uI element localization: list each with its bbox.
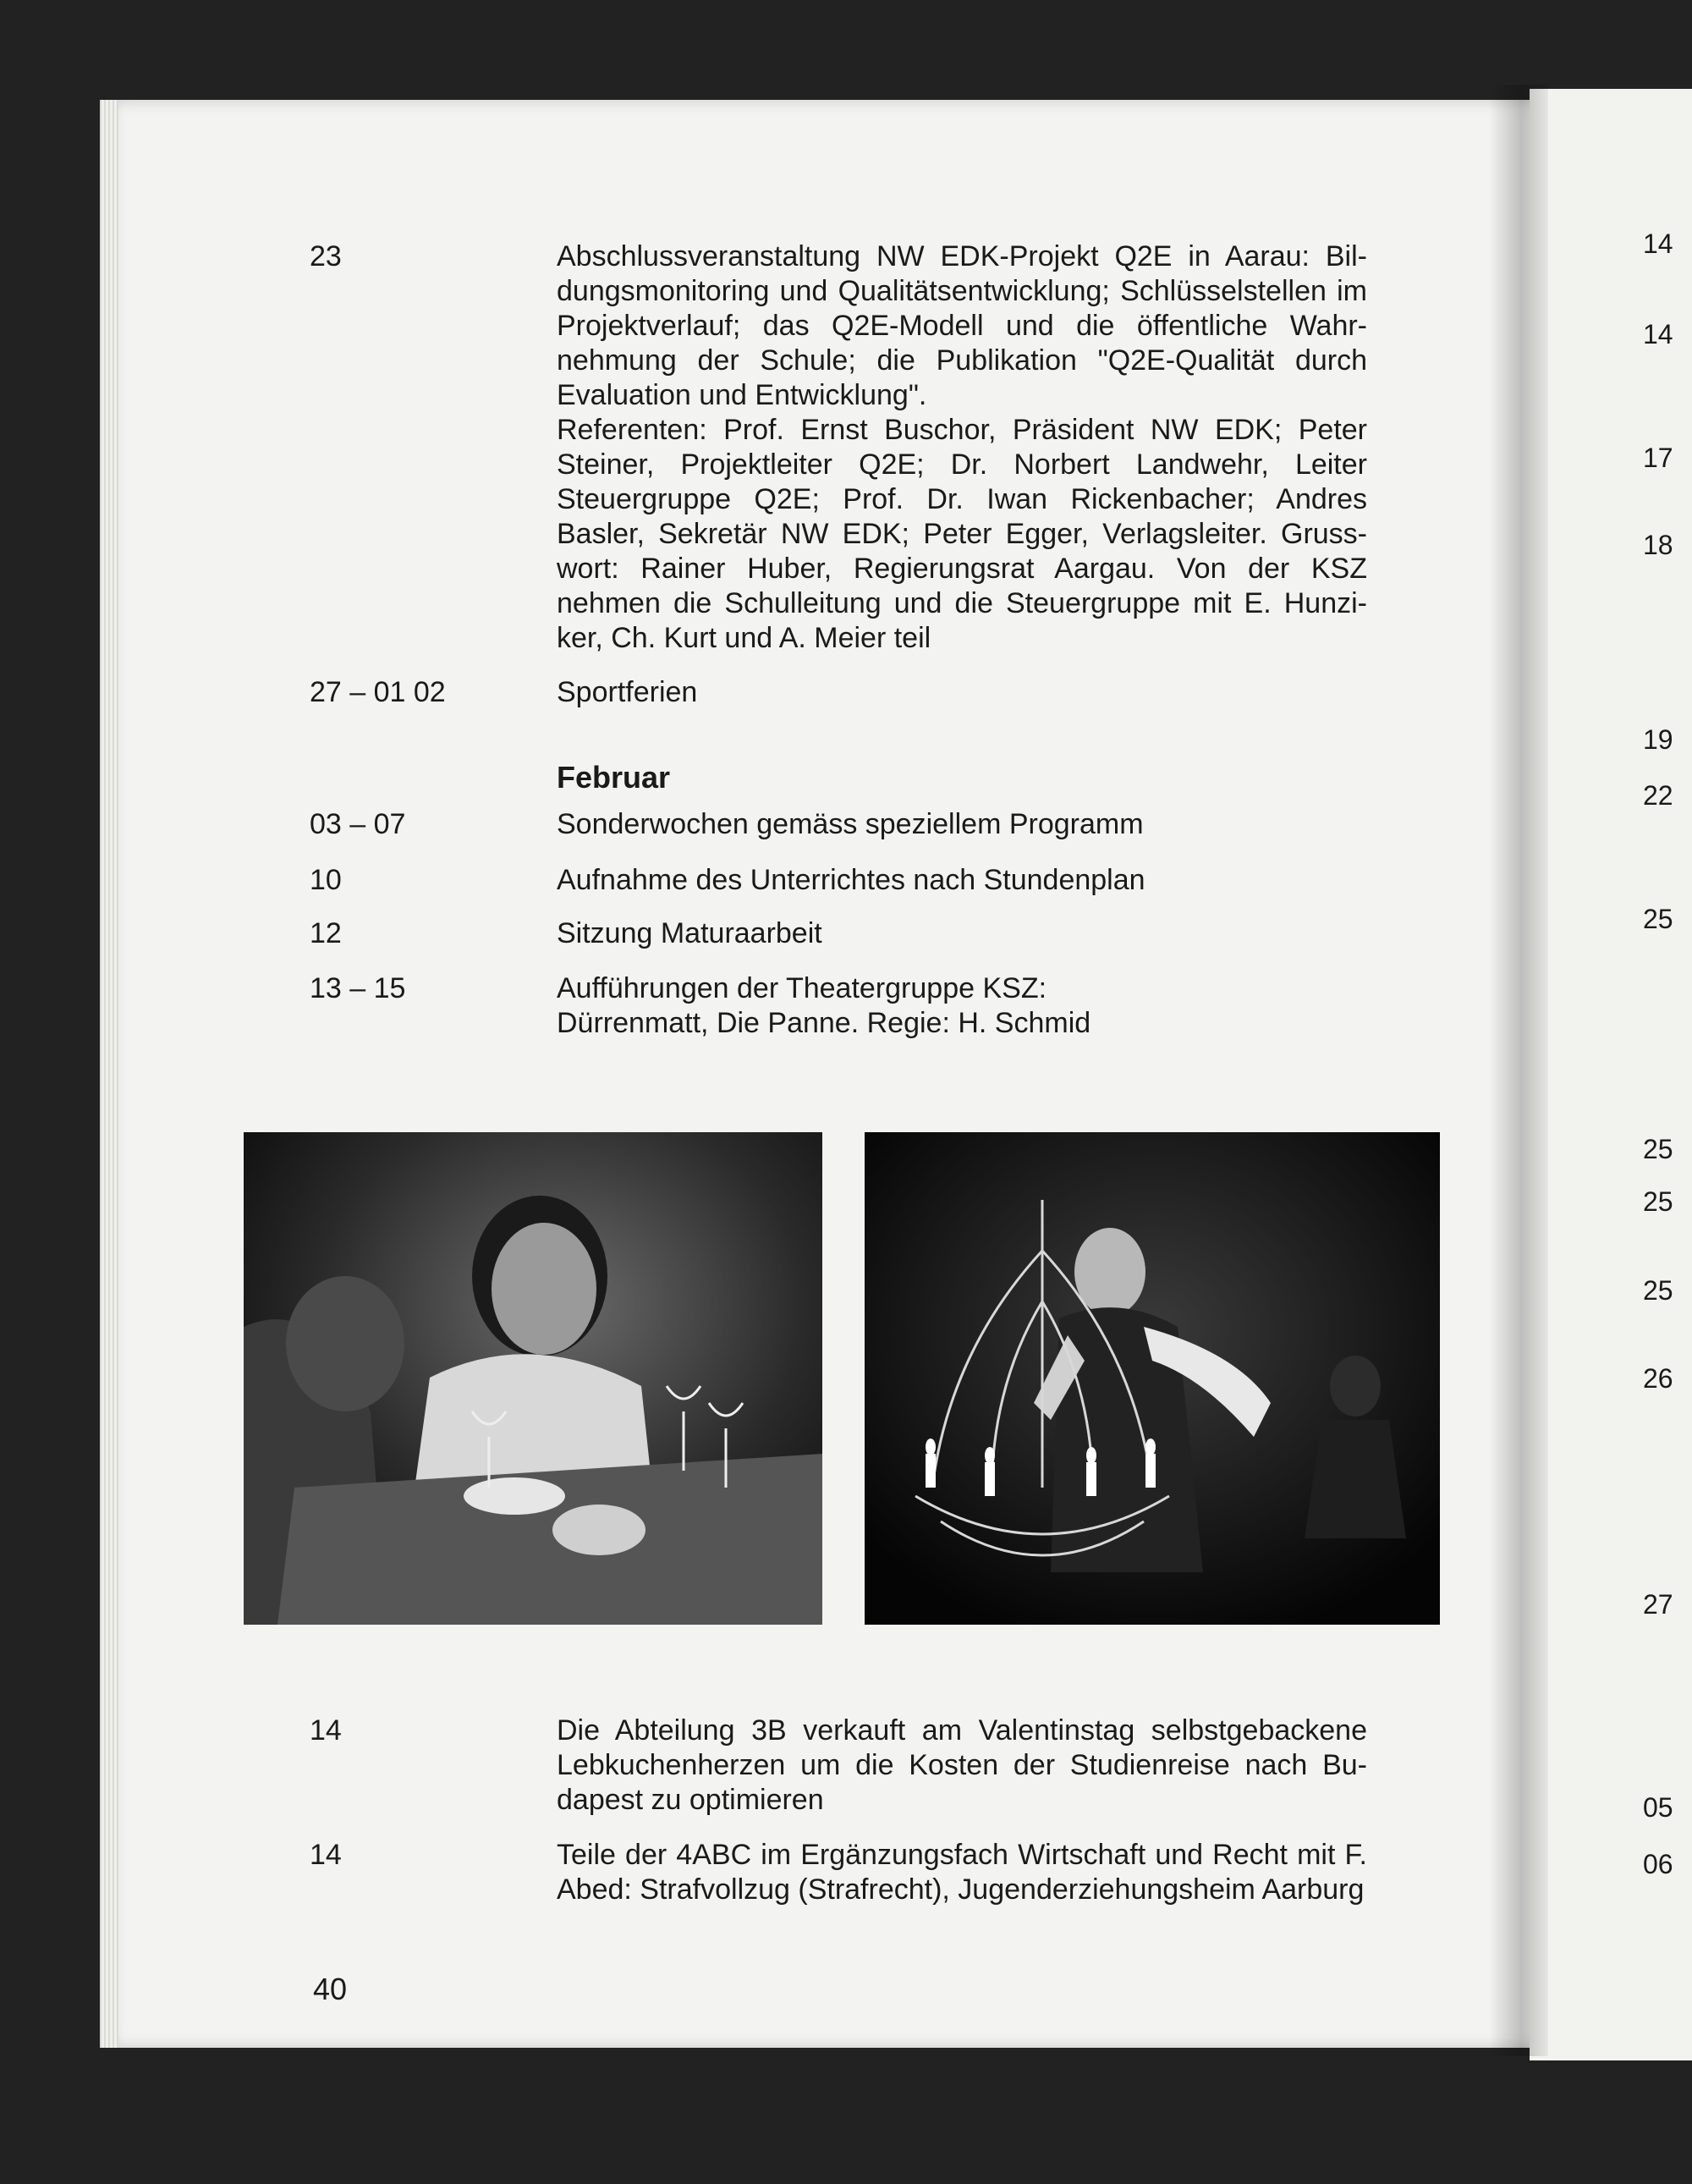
- entry-text: Teile der 4ABC im Ergänzungsfach Wirtschaft und Recht mit F. Abed: Strafvollzug (Strafrecht), Jugenderziehungsheim Aarburg: [557, 1839, 1367, 1906]
- right-page-date: 05: [1643, 1792, 1673, 1823]
- entry-text: Abschlussveranstaltung NW EDK-Projekt Q2E in Aarau: Bil-dungsmonitoring und Qualitätsentwicklung; Schlüsselstellen im Projektverlauf; das Q2E-Modell und die öffentliche Wahr-nehmung der Schule; die Publikation "Q2E-Qualität durch Evaluation und Entwicklung".: [557, 240, 1367, 411]
- right-page-date: 14: [1643, 319, 1673, 349]
- entry-text: Sitzung Maturaarbeit: [557, 917, 822, 949]
- entry-date: 14: [310, 1839, 342, 1871]
- right-page-date: 17: [1643, 443, 1673, 473]
- entry-date: 27 – 01 02: [310, 676, 446, 708]
- right-page-date: 22: [1643, 780, 1673, 811]
- page-number: 40: [313, 1972, 348, 2006]
- entry-text: Sportferien: [557, 676, 698, 708]
- right-page-date: 25: [1643, 1134, 1673, 1164]
- entry-text: Aufführungen der Theatergruppe KSZ: Dürrenmatt, Die Panne. Regie: H. Schmid: [557, 972, 1091, 1039]
- theater-photo-chandelier-image: [865, 1132, 1440, 1625]
- right-page-date: 14: [1643, 228, 1673, 259]
- right-page-date: 19: [1643, 724, 1673, 755]
- book-gutter: [1489, 85, 1548, 2056]
- theater-photo-dinner: [244, 1132, 822, 1625]
- entry-text-referenten: Referenten: Prof. Ernst Buschor, Präsident NW EDK; Peter Steiner, Projektleiter Q2E; Dr. Norbert Landwehr, Leiter Steuergruppe Q2E; Prof. Dr. Iwan Rickenbacher; Andres Basler, Sekretär NW EDK; Peter Egger, Verlagsleiter. Gruss-wort: Rainer Huber, Regierungsrat Aargau. Von der KSZ nehmen die Schulleitung und die Steuergruppe mit E. Hunzi-ker, Ch. Kurt und A. Meier teil: [557, 414, 1367, 654]
- right-page-date: 25: [1643, 1186, 1673, 1217]
- entry-date: 23: [310, 240, 342, 272]
- right-page-date: 06: [1643, 1849, 1673, 1879]
- entry-text: Die Abteilung 3B verkauft am Valentinstag selbstgebackene Lebkuchenherzen um die Kosten der Studienreise nach Bu-dapest zu optimieren: [557, 1714, 1367, 1816]
- right-page-date: 26: [1643, 1363, 1673, 1394]
- entry-date: 03 – 07: [310, 808, 406, 840]
- entry-text: Aufnahme des Unterrichtes nach Stundenplan: [557, 864, 1145, 896]
- entry-text: Sonderwochen gemäss speziellem Programm: [557, 808, 1144, 840]
- entry-date: 13 – 15: [310, 972, 406, 1004]
- entry-date: 10: [310, 864, 342, 896]
- entry-date: 12: [310, 917, 342, 949]
- month-heading: Februar: [557, 760, 671, 795]
- right-page: [1530, 89, 1692, 2060]
- entry-date: 14: [310, 1714, 342, 1747]
- right-page-date: 25: [1643, 1275, 1673, 1306]
- right-page-date: 18: [1643, 530, 1673, 560]
- right-page-date: 25: [1643, 904, 1673, 934]
- right-page-date: 27: [1643, 1589, 1673, 1620]
- theater-photo-chandelier: [865, 1132, 1440, 1625]
- page-edge-stack: [100, 100, 118, 2048]
- theater-photo-dinner-image: [244, 1132, 822, 1625]
